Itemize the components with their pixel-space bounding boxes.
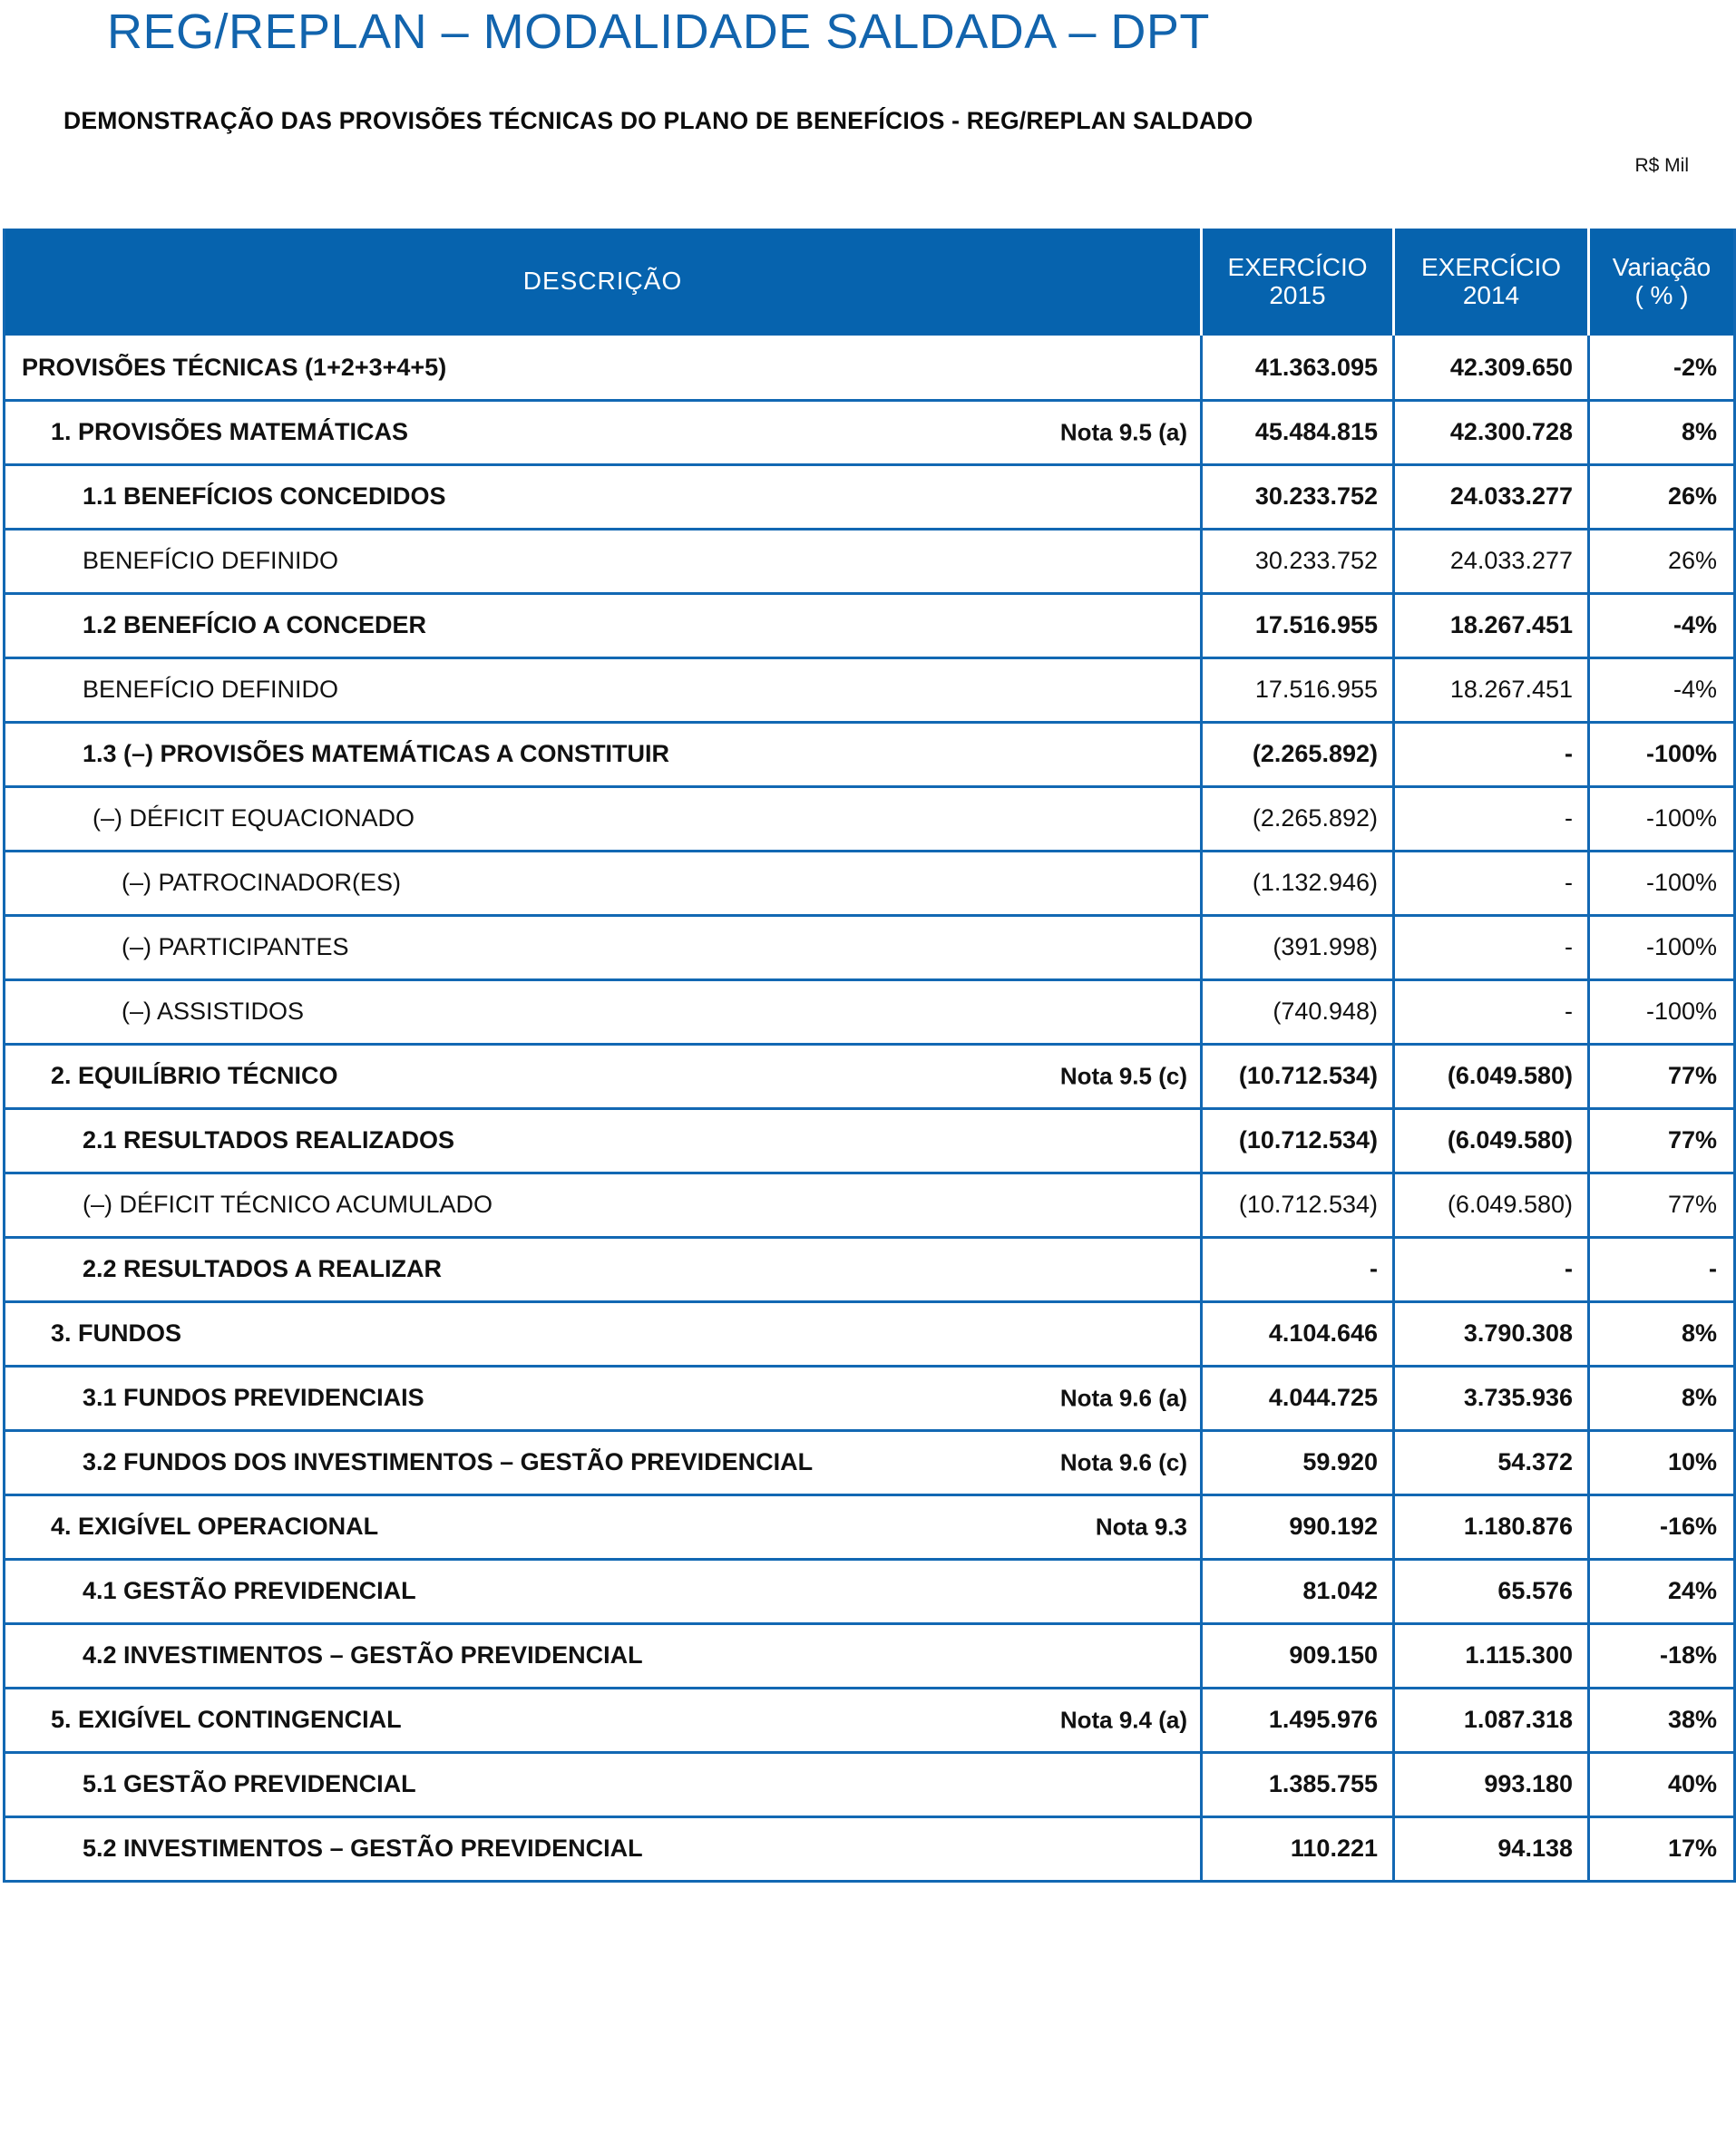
row-label: 1.3 (–) PROVISÕES MATEMÁTICAS A CONSTITUIR	[83, 740, 670, 768]
row-value-variacao-cell: 8%	[1681, 1384, 1717, 1412]
row-value-variacao-cell: -100%	[1645, 804, 1717, 832]
table-row	[5, 1494, 1735, 1559]
row-value-2014-cell: 993.180	[1394, 1752, 1589, 1816]
row-value-2014-cell: 3.735.936	[1394, 1366, 1589, 1430]
row-value-2015-cell: 45.484.815	[1202, 400, 1394, 464]
row-value-2015-cell: 30.233.752	[1202, 529, 1394, 593]
column-header-2015-line1: EXERCÍCIO	[1227, 252, 1368, 281]
table-header-row	[5, 229, 1735, 336]
row-value-variacao-cell: -16%	[1659, 1513, 1717, 1541]
row-description-cell	[5, 1752, 1202, 1816]
table-row	[5, 400, 1735, 464]
row-value-2014-cell: 24.033.277	[1394, 464, 1589, 529]
row-value-2014-cell: 54.372	[1394, 1430, 1589, 1494]
table-row	[5, 1559, 1735, 1623]
row-label: (–) DÉFICIT TÉCNICO ACUMULADO	[83, 1191, 493, 1219]
row-value-variacao-cell: -2%	[1673, 353, 1717, 381]
row-description-cell	[5, 1430, 1202, 1494]
row-value-2015-cell: 59.920	[1202, 1430, 1394, 1494]
row-value-2014-cell: 3.790.308	[1394, 1301, 1589, 1366]
row-value-2014-cell: (6.049.580)	[1394, 1173, 1589, 1237]
row-description-cell	[5, 722, 1202, 786]
row-value-variacao-cell: 8%	[1681, 418, 1717, 446]
row-value-variacao-cell: -100%	[1645, 869, 1717, 897]
row-value-2014-cell: 42.300.728	[1394, 400, 1589, 464]
financial-table-container	[3, 229, 1733, 1883]
table-row	[5, 1752, 1735, 1816]
table-row	[5, 1688, 1735, 1752]
row-description-cell	[5, 1301, 1202, 1366]
row-label: (–) PATROCINADOR(ES)	[122, 869, 402, 897]
table-row	[5, 722, 1735, 786]
row-description-cell	[5, 593, 1202, 657]
row-label: (–) DÉFICIT EQUACIONADO	[93, 804, 415, 832]
row-value-2014-cell: -	[1394, 722, 1589, 786]
row-note-reference: Nota 9.6 (c)	[1059, 1447, 1187, 1475]
column-header-2014-line1: EXERCÍCIO	[1420, 252, 1562, 281]
row-label: 1.2 BENEFÍCIO A CONCEDER	[83, 611, 427, 639]
row-value-2015-cell: (2.265.892)	[1202, 786, 1394, 851]
row-value-2014-cell: 1.180.876	[1394, 1494, 1589, 1559]
row-value-2014-cell: -	[1394, 1237, 1589, 1301]
row-label: 1. PROVISÕES MATEMÁTICAS	[51, 418, 409, 446]
row-value-2015-cell: 990.192	[1202, 1494, 1394, 1559]
row-description-cell	[5, 1366, 1202, 1430]
column-header-2014-line2: 2014	[1462, 281, 1520, 309]
row-description-cell	[5, 1688, 1202, 1752]
row-value-2014-cell: -	[1394, 979, 1589, 1044]
currency-unit-note: R$ Mil	[1634, 154, 1689, 176]
table-row	[5, 1044, 1735, 1108]
row-value-variacao-cell: 38%	[1667, 1706, 1717, 1734]
row-value-2014-cell: -	[1394, 851, 1589, 915]
row-value-variacao-cell: 8%	[1681, 1319, 1717, 1348]
row-value-2015-cell: 17.516.955	[1202, 657, 1394, 722]
column-header-exercicio-2015	[1202, 229, 1394, 336]
table-row	[5, 1816, 1735, 1881]
row-value-variacao-cell: -18%	[1659, 1641, 1717, 1670]
row-value-2014-cell: -	[1394, 915, 1589, 979]
row-label: 3.1 FUNDOS PREVIDENCIAIS	[83, 1384, 424, 1412]
table-row	[5, 464, 1735, 529]
row-label: PROVISÕES TÉCNICAS (1+2+3+4+5)	[22, 353, 447, 381]
row-label: 4.1 GESTÃO PREVIDENCIAL	[83, 1577, 416, 1605]
row-value-2015-cell: (10.712.534)	[1202, 1044, 1394, 1108]
row-description-cell	[5, 464, 1202, 529]
table-row	[5, 786, 1735, 851]
row-value-variacao-cell: 77%	[1667, 1126, 1717, 1154]
row-value-2015-cell: (740.948)	[1202, 979, 1394, 1044]
column-header-descricao-line1: DESCRIÇÃO	[522, 267, 683, 296]
row-value-variacao-cell: -4%	[1673, 611, 1717, 639]
table-header	[5, 229, 1735, 336]
row-label: (–) PARTICIPANTES	[122, 933, 349, 961]
row-value-2015-cell: 1.385.755	[1202, 1752, 1394, 1816]
column-header-variacao-line2: ( % )	[1634, 281, 1689, 309]
row-note-reference: Nota 9.5 (c)	[1059, 1061, 1187, 1089]
column-header-descricao	[5, 229, 1202, 336]
row-note-reference: Nota 9.4 (a)	[1059, 1705, 1187, 1733]
row-value-2015-cell: 909.150	[1202, 1623, 1394, 1688]
row-value-2015-cell: 30.233.752	[1202, 464, 1394, 529]
row-value-2014-cell: (6.049.580)	[1394, 1108, 1589, 1173]
row-description-cell	[5, 915, 1202, 979]
table-row	[5, 851, 1735, 915]
row-label: 2. EQUILÍBRIO TÉCNICO	[51, 1062, 338, 1090]
row-description-cell	[5, 851, 1202, 915]
row-value-variacao-cell: -100%	[1645, 933, 1717, 961]
table-row	[5, 1366, 1735, 1430]
row-value-2015-cell: 81.042	[1202, 1559, 1394, 1623]
row-description-cell	[5, 657, 1202, 722]
table-row	[5, 1108, 1735, 1173]
table-row	[5, 1173, 1735, 1237]
row-label: 5.1 GESTÃO PREVIDENCIAL	[83, 1770, 416, 1798]
page-subtitle: DEMONSTRAÇÃO DAS PROVISÕES TÉCNICAS DO PLANO DE BENEFÍCIOS - REG/REPLAN SALDADO	[63, 107, 1253, 134]
table-row	[5, 529, 1735, 593]
row-label: 5. EXIGÍVEL CONTINGENCIAL	[51, 1706, 402, 1734]
row-description-cell	[5, 1108, 1202, 1173]
row-value-2014-cell: (6.049.580)	[1394, 1044, 1589, 1108]
row-description-cell	[5, 1237, 1202, 1301]
table-row	[5, 336, 1735, 400]
row-value-2015-cell: 4.044.725	[1202, 1366, 1394, 1430]
row-label: 3. FUNDOS	[51, 1319, 182, 1348]
column-header-2015-line2: 2015	[1269, 281, 1326, 309]
row-value-2014-cell: 94.138	[1394, 1816, 1589, 1881]
table-row	[5, 1623, 1735, 1688]
row-value-2014-cell: 1.115.300	[1394, 1623, 1589, 1688]
row-label: 4. EXIGÍVEL OPERACIONAL	[51, 1513, 379, 1541]
row-description-cell	[5, 1494, 1202, 1559]
row-label: 2.2 RESULTADOS A REALIZAR	[83, 1255, 443, 1283]
row-value-2015-cell: 1.495.976	[1202, 1688, 1394, 1752]
row-description-cell	[5, 1623, 1202, 1688]
row-description-cell	[5, 786, 1202, 851]
table-row	[5, 593, 1735, 657]
table-row	[5, 979, 1735, 1044]
page-title: REG/REPLAN – MODALIDADE SALDADA – DPT	[107, 5, 1210, 59]
row-value-2015-cell: (2.265.892)	[1202, 722, 1394, 786]
row-value-2014-cell: 18.267.451	[1394, 657, 1589, 722]
row-value-2015-cell: (10.712.534)	[1202, 1108, 1394, 1173]
row-value-variacao-cell: 24%	[1667, 1577, 1717, 1605]
row-value-2014-cell: 24.033.277	[1394, 529, 1589, 593]
row-value-2014-cell: 1.087.318	[1394, 1688, 1589, 1752]
row-value-variacao-cell: -4%	[1673, 676, 1717, 704]
table-body	[5, 336, 1735, 1881]
row-value-variacao-cell: 17%	[1667, 1835, 1717, 1863]
row-label: 4.2 INVESTIMENTOS – GESTÃO PREVIDENCIAL	[83, 1641, 643, 1670]
row-label: 5.2 INVESTIMENTOS – GESTÃO PREVIDENCIAL	[83, 1835, 643, 1863]
row-label: 1.1 BENEFÍCIOS CONCEDIDOS	[83, 482, 446, 511]
row-value-2015-cell: (10.712.534)	[1202, 1173, 1394, 1237]
row-label: (–) ASSISTIDOS	[122, 998, 305, 1026]
row-description-cell	[5, 1559, 1202, 1623]
table-row	[5, 657, 1735, 722]
row-value-2015-cell: 17.516.955	[1202, 593, 1394, 657]
row-value-2014-cell: -	[1394, 786, 1589, 851]
row-value-2015-cell: (1.132.946)	[1202, 851, 1394, 915]
row-value-variacao-cell: 26%	[1667, 482, 1717, 511]
row-value-variacao-cell: 77%	[1667, 1062, 1717, 1090]
row-label: BENEFÍCIO DEFINIDO	[83, 676, 339, 704]
table-row	[5, 1237, 1735, 1301]
table-row	[5, 915, 1735, 979]
row-label: 3.2 FUNDOS DOS INVESTIMENTOS – GESTÃO PREVIDENCIAL	[83, 1448, 814, 1476]
row-value-2015-cell: 4.104.646	[1202, 1301, 1394, 1366]
row-description-cell	[5, 1044, 1202, 1108]
column-header-exercicio-2014	[1394, 229, 1589, 336]
row-description-cell	[5, 529, 1202, 593]
column-header-variacao-line1: Variação	[1612, 252, 1712, 281]
row-value-variacao-cell: 40%	[1667, 1770, 1717, 1798]
row-value-variacao-cell: 26%	[1667, 547, 1717, 575]
row-note-reference: Nota 9.6 (a)	[1059, 1383, 1187, 1411]
row-value-variacao-cell: 77%	[1667, 1191, 1717, 1219]
row-value-2015-cell: -	[1202, 1237, 1394, 1301]
row-value-variacao-cell: -100%	[1645, 740, 1717, 768]
row-note-reference: Nota 9.3	[1095, 1512, 1187, 1540]
row-description-cell	[5, 979, 1202, 1044]
row-label: BENEFÍCIO DEFINIDO	[83, 547, 339, 575]
table-row	[5, 1430, 1735, 1494]
row-value-variacao-cell: -	[1709, 1255, 1717, 1283]
row-note-reference: Nota 9.5 (a)	[1059, 417, 1187, 445]
row-description-cell	[5, 336, 1202, 400]
row-description-cell	[5, 1173, 1202, 1237]
row-value-variacao-cell: 10%	[1667, 1448, 1717, 1476]
table-row	[5, 1301, 1735, 1366]
row-value-2015-cell: 41.363.095	[1202, 336, 1394, 400]
row-value-2015-cell: (391.998)	[1202, 915, 1394, 979]
row-value-2014-cell: 42.309.650	[1394, 336, 1589, 400]
row-description-cell	[5, 400, 1202, 464]
row-value-variacao-cell: -100%	[1645, 998, 1717, 1026]
row-label: 2.1 RESULTADOS REALIZADOS	[83, 1126, 455, 1154]
row-value-2014-cell: 65.576	[1394, 1559, 1589, 1623]
row-value-2015-cell: 110.221	[1202, 1816, 1394, 1881]
column-header-variacao	[1589, 229, 1735, 336]
row-value-2014-cell: 18.267.451	[1394, 593, 1589, 657]
technical-provisions-table	[3, 229, 1736, 1883]
row-description-cell	[5, 1816, 1202, 1881]
